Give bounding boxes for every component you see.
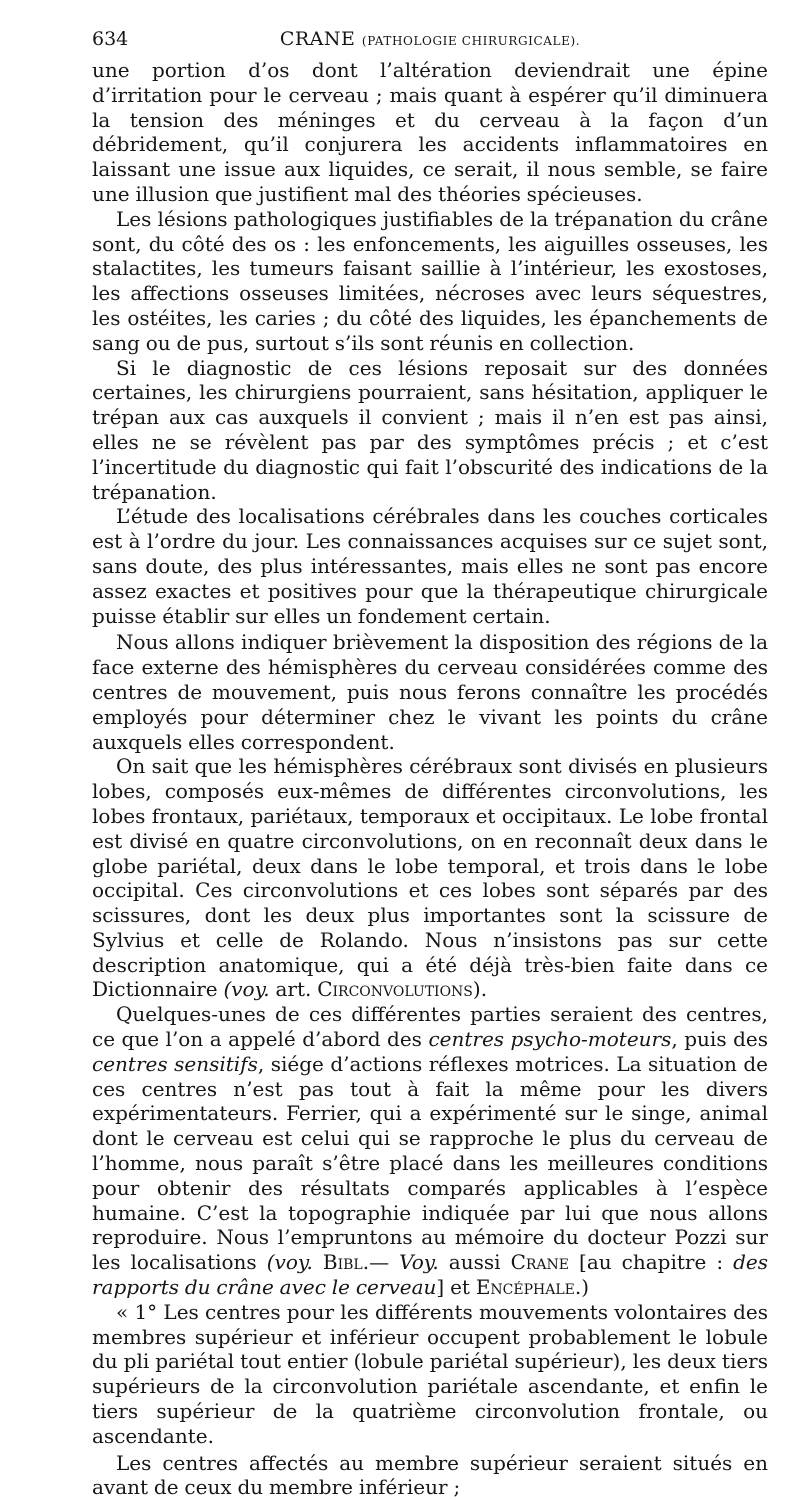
paragraph-7-c: , siége d’actions réflexes motrices. La situation de ces centres n’est pas tout à fait la même pour les divers expérimentateurs. Ferrier, qui a expérimenté sur le singe, animal dont le cerveau est celui qui se rapproche le plus du cerveau de l’homme, nous paraît s’être placé dans les meilleures conditions pour obtenir des résultats comparés applicables à l’espèce humaine. C’est la topographie indiquée par lui que nous allons reproduire. Nous l’empruntons au mémoire du docteur Pozzi sur les localisations: [92, 1051, 768, 1275]
running-title: [92, 24, 768, 56]
paragraph-5: Nous allons indiquer brièvement la disposition des régions de la face externe des hémisphères du cerveau considérées comme des centres de mouvement, puis nous ferons connaître les procédés employés pour déterminer chez le vivant les points du crâne auxquels elles correspondent.: [92, 630, 768, 754]
paragraph-4: L’étude des localisations cérébrales dans les couches corticales est à l’ordre du jour. Les connaissances acquises sur ce sujet sont, sans doute, des plus intéressantes, mais elles ne sont pas encore assez exactes et positives pour que la thérapeutique chirurgicale puisse établir sur elles un fondement certain.: [92, 504, 768, 628]
header-subtitle: (PATHOLOGIE CHIRURGICALE).: [361, 34, 581, 48]
quote-mark: «: [116, 1299, 135, 1324]
reference-crane: Crane: [510, 1250, 569, 1275]
reference-voy: (voy.: [223, 977, 270, 1002]
reference-voy-2: Voy.: [399, 1250, 439, 1275]
paragraph-6: [92, 754, 768, 1002]
reference-encephale: Encéphale: [475, 1275, 575, 1300]
paragraph-6-text: On sait que les hémisphères cérébraux sont divisés en plusieurs lobes, composés eux-mêmes de différentes circonvolutions, les lobes frontaux, pariétaux, temporaux et occipitaux. Le lobe frontal est divisé en quatre circonvolutions, on en reconnaît deux dans le globe pariétal, deux dans le lobe temporal, et trois dans le lobe occipital. Ces circonvolutions et ces lobes sont séparés par des scissures, dont les deux plus importantes sont la scissure de Sylvius et celle de Rolando. Nous n’insistons pas sur cette description anatomique, qui a été déjà très-bien faite dans ce Dictionnaire: [92, 754, 768, 1002]
paragraph-8: [92, 1300, 768, 1449]
paragraph-6-end: ).: [472, 977, 488, 1002]
paragraph-1: une portion d’os dont l’altération deviendrait une épine d’irritation pour le cerveau ; mais quant à espérer qu’il diminuera la tension des méninges et du cerveau à la façon d’un débridement, qu’il conjurera les accidents inflammatoires en laissant une issue aux liquides, ce serait, il nous semble, se faire une illusion que justifient mal des théories spécieuses.: [92, 58, 768, 206]
reference-aussi: aussi: [448, 1250, 501, 1275]
reference-circonvolutions: Circonvolutions: [317, 977, 473, 1002]
reference-bibl: Bibl.: [322, 1250, 370, 1275]
header-title: CRANE: [279, 28, 356, 50]
reference-art: art.: [275, 977, 312, 1002]
reference-bracket: [au chapitre :: [579, 1250, 724, 1275]
paragraph-7-end: .): [574, 1275, 590, 1300]
paragraph-8-text: Les centres pour les différents mouvements volontaires des membres supérieur et inférieur occupent probablement le lobule du pli pariétal tout entier (lobule pariétal supérieur), les deux tiers supérieurs de la circonvolution pariétale ascendante, et enfin le tiers supérieur de la quatrième circonvolution frontale, ou ascendante.: [92, 1299, 769, 1448]
paragraph-7: [92, 1002, 768, 1300]
paragraph-3: Si le diagnostic de ces lésions reposait sur des données certaines, les chirurgiens pourraient, sans hésitation, appliquer le trépan aux cas auxquels il convient ; mais il n’en est pas ainsi, elles ne se révèlent pas par des symptômes précis ; et c’est l’incertitude du diagnostic qui fait l’obscurité des indications de la trépanation.: [92, 355, 768, 504]
emphasis-psycho-moteurs: centres psycho-moteurs: [428, 1027, 672, 1052]
reference-chapter-title: des rapports du crâne avec le cerveau: [92, 1250, 769, 1300]
paragraph-2: Les lésions pathologiques justifiables de la trépanation du crâne sont, du côté des os : les enfoncements, les aiguilles osseuses, les stalactites, les tumeurs faisant saillie à l’intérieur, les exostoses, les affections osseuses limitées, nécroses avec leurs séquestres, les ostéites, les caries ; du côté des liquides, les épanchements de sang ou de pus, surtout s’ils sont réunis en collection.: [92, 206, 768, 355]
page-body: [92, 58, 768, 1500]
reference-dash: —: [369, 1250, 400, 1275]
page-number: 634: [92, 28, 129, 50]
emphasis-sensitifs: centres sensitifs: [92, 1051, 258, 1076]
item-number: 1°: [134, 1299, 158, 1324]
reference-close: ] et: [436, 1275, 470, 1300]
paragraph-9: Les centres affectés au membre supérieur seraient situés en avant de ceux du membre inférieur ;: [92, 1450, 768, 1500]
reference-voy-1: (voy.: [266, 1250, 313, 1275]
paragraph-7-a: Quelques-unes de ces différentes parties seraient des centres, ce que l’on a appelé d’abord des: [92, 1002, 768, 1052]
running-header: [92, 24, 768, 54]
paragraph-7-b: , puis des: [671, 1027, 768, 1052]
